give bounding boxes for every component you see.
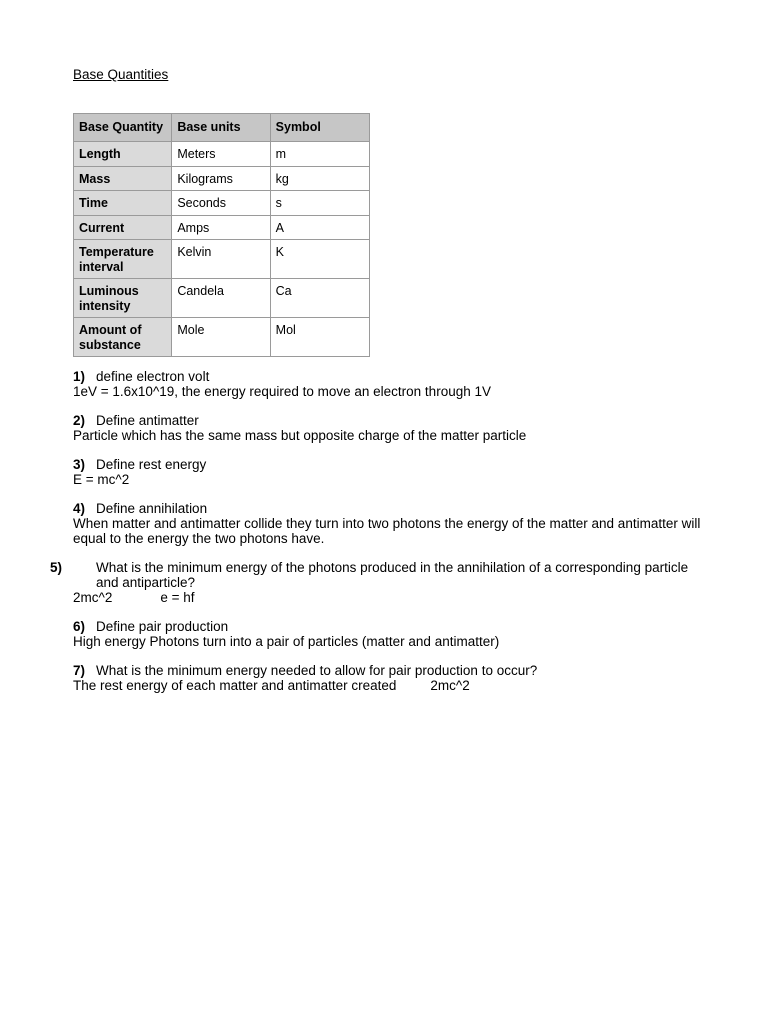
unit-cell: Mole [172, 318, 270, 357]
question [73, 501, 713, 516]
question-block [73, 663, 713, 693]
answer-text: 2mc^2 [73, 590, 113, 605]
quantity-cell: Length [74, 142, 172, 167]
answer-text: When matter and antimatter collide they turn into two photons the energy of the matter and antimatter will equal to the energy the two photons have. [73, 516, 701, 546]
symbol-cell: m [270, 142, 369, 167]
question-number: 3) [73, 457, 86, 472]
question-number: 4) [73, 501, 86, 516]
table-row [74, 191, 370, 216]
question-text: Define pair production [96, 619, 229, 634]
quantity-cell: Time [74, 191, 172, 216]
column-header: Base Quantity [74, 114, 172, 142]
question [73, 619, 713, 634]
answer-text: Particle which has the same mass but opposite charge of the matter particle [73, 428, 527, 443]
question-block [73, 457, 713, 487]
answer-text: High energy Photons turn into a pair of particles (matter and antimatter) [73, 634, 500, 649]
quantity-cell: Temperature interval [74, 240, 172, 279]
question [73, 457, 713, 472]
quantity-cell: Mass [74, 166, 172, 191]
question [73, 663, 713, 678]
question [73, 369, 713, 384]
unit-cell: Kelvin [172, 240, 270, 279]
answer-line [73, 678, 713, 693]
table-row [74, 215, 370, 240]
question-block [73, 413, 713, 443]
quantity-cell: Amount of substance [74, 318, 172, 357]
document-page [50, 66, 713, 693]
table-row [74, 240, 370, 279]
table-row [74, 318, 370, 357]
symbol-cell: K [270, 240, 369, 279]
question-text: Define antimatter [96, 413, 199, 428]
quantity-cell: Current [74, 215, 172, 240]
question-number: 1) [73, 369, 86, 384]
question-list [50, 369, 713, 707]
table-row [74, 279, 370, 318]
question-block [73, 369, 713, 399]
question-text: What is the minimum energy of the photons produced in the annihilation of a corresponding particle and antiparticle? [96, 560, 689, 590]
question-text: Define annihilation [96, 501, 208, 516]
answer-text: 2mc^2 [430, 678, 470, 693]
question-block [73, 501, 713, 546]
answer-text: 1eV = 1.6x10^19, the energy required to move an electron through 1V [73, 384, 491, 399]
quantity-cell: Luminous intensity [74, 279, 172, 318]
base-quantities-table [73, 113, 370, 357]
question-text: define electron volt [96, 369, 210, 384]
question-number: 7) [73, 663, 86, 678]
question-text: What is the minimum energy needed to allow for pair production to occur? [96, 663, 538, 678]
unit-cell: Kilograms [172, 166, 270, 191]
column-header: Base units [172, 114, 270, 142]
table-row [74, 166, 370, 191]
symbol-cell: s [270, 191, 369, 216]
answer-text: E = mc^2 [73, 472, 130, 487]
question-number: 2) [73, 413, 86, 428]
answer-text: e = hf [160, 590, 195, 605]
table-header-row [74, 114, 370, 142]
column-header: Symbol [270, 114, 369, 142]
question-block [50, 560, 713, 605]
symbol-cell: Ca [270, 279, 369, 318]
symbol-cell: A [270, 215, 369, 240]
symbol-cell: kg [270, 166, 369, 191]
question-text: Define rest energy [96, 457, 207, 472]
question-number: 6) [73, 619, 86, 634]
table-row [74, 142, 370, 167]
answer-text: The rest energy of each matter and antimatter created [73, 678, 397, 693]
question-number: 5) [50, 560, 63, 575]
unit-cell: Meters [172, 142, 270, 167]
answer-line [73, 590, 713, 605]
symbol-cell: Mol [270, 318, 369, 357]
unit-cell: Candela [172, 279, 270, 318]
question-block [73, 619, 713, 649]
question [50, 560, 713, 590]
page-heading: Base Quantities [73, 67, 169, 82]
unit-cell: Seconds [172, 191, 270, 216]
question [73, 413, 713, 428]
unit-cell: Amps [172, 215, 270, 240]
